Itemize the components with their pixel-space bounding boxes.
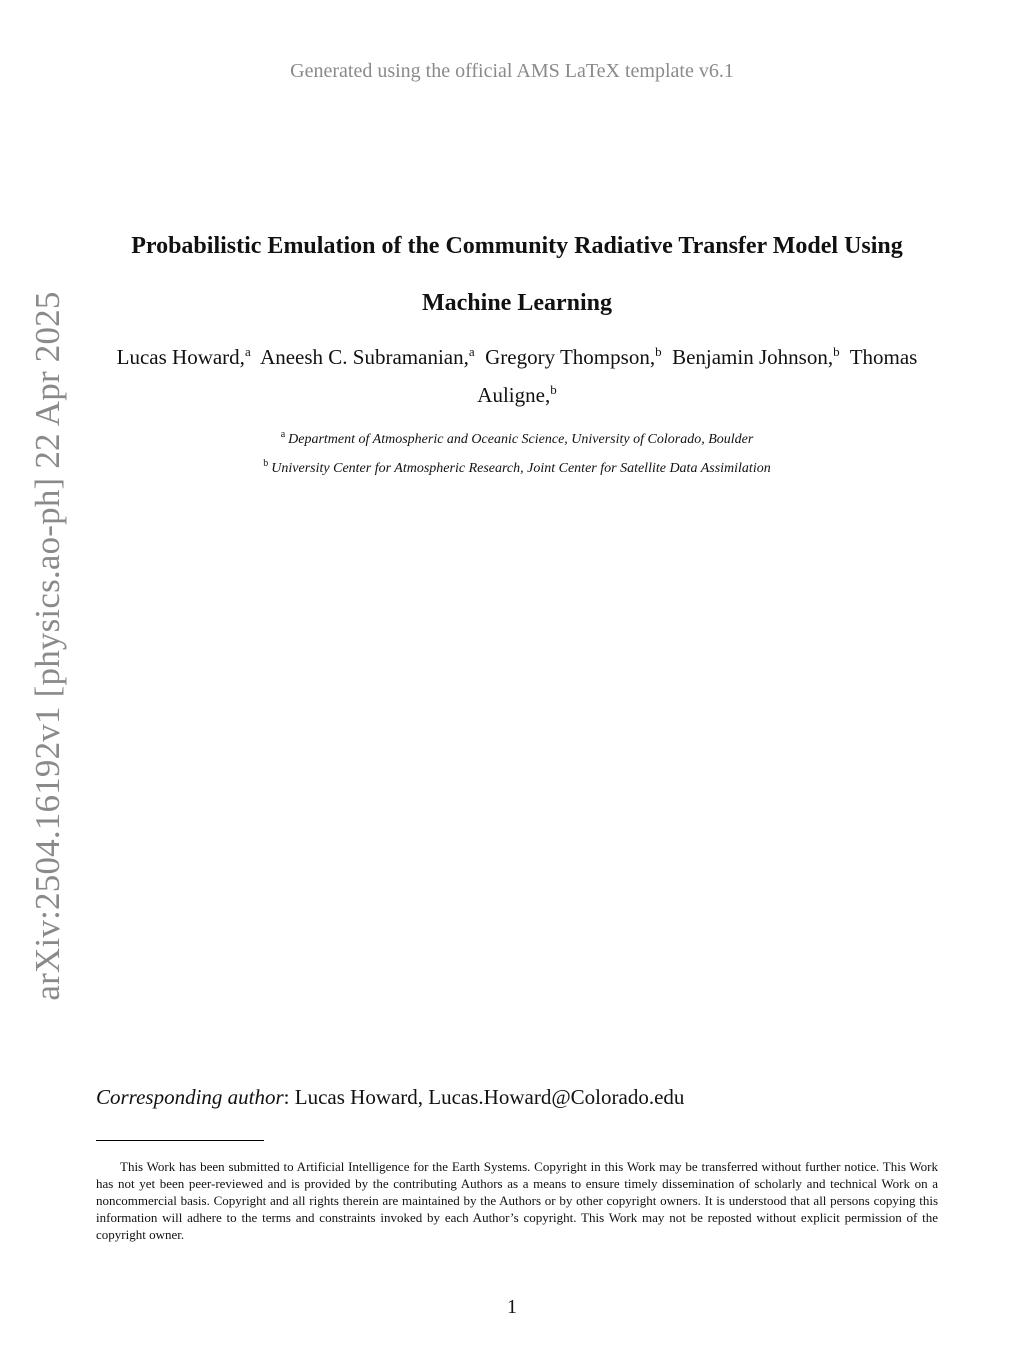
corresponding-author-label: Corresponding author xyxy=(96,1085,284,1109)
page-number: 1 xyxy=(507,1296,517,1318)
author: Lucas Howard,$^a$ xyxy=(116,344,251,369)
author: Aneesh C. Subramanian,$^a$ xyxy=(260,344,475,369)
author: Gregory Thompson,$^b$ xyxy=(485,344,662,369)
arxiv-identifier-stamp: arXiv:2504.16192v1 [physics.ao-ph] 22 Apr 2025 xyxy=(28,291,67,1001)
affiliation-list xyxy=(96,425,938,483)
template-header: Generated using the official AMS LaTeX template v6.1 xyxy=(290,60,734,82)
corresponding-author-value: : Lucas Howard, Lucas.Howard@Colorado.edu xyxy=(283,1085,685,1109)
affiliation: $^b$ University Center for Atmospheric Research, Joint Center for Satellite Data Assimilation xyxy=(263,458,771,476)
author: Thomas Auligne,$^b$ xyxy=(477,345,918,407)
affiliation: $^a$ Department of Atmospheric and Oceanic Science, University of Colorado, Boulder xyxy=(280,429,754,447)
copyright-footnote: This Work has been submitted to Artificial Intelligence for the Earth Systems. Copyright in this Work may be transferred without further notice. This Work has not yet been peer-reviewed and is provided by the contributing Authors as a means to ensure timely dissemination of scholarly and technical Work on a noncommercial basis. Copyright and all rights therein are maintained by the Authors or by other copyright owners. It is understood that all persons copying this information will adhere to the terms and constraints invoked by each Author’s copyright. This Work may not be reposted without explicit permission of the copyright owner. xyxy=(96,1159,938,1242)
paper-title: Probabilistic Emulation of the Community Radiative Transfer Model Using Machine Learning xyxy=(131,233,903,316)
footnote-rule xyxy=(96,1140,264,1141)
author-list xyxy=(96,338,938,414)
corresponding-author xyxy=(96,1085,684,1110)
author: Benjamin Johnson,$^b$ xyxy=(672,344,840,369)
